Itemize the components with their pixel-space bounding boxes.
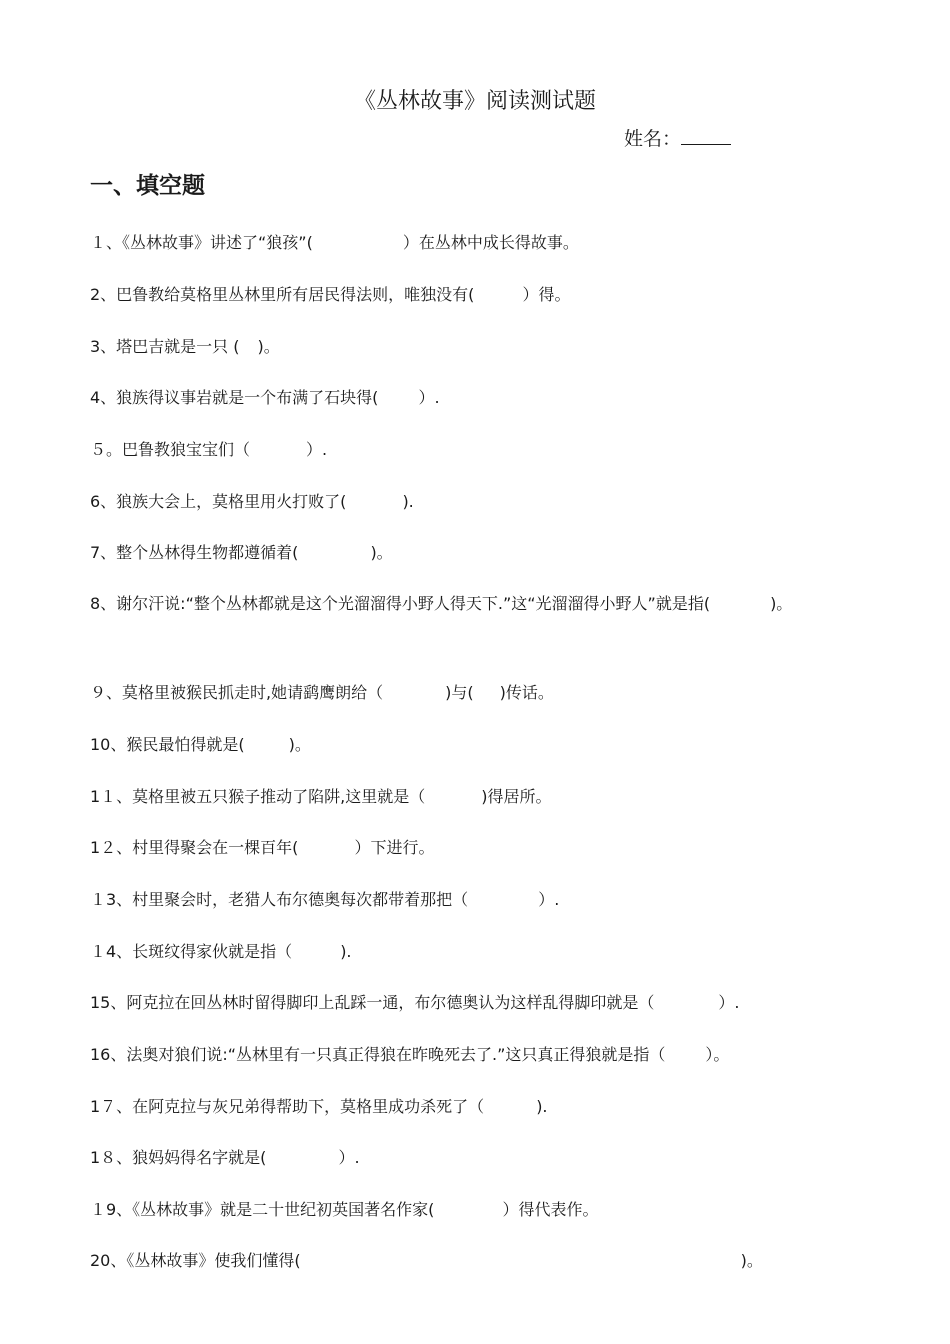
question-text-end: ）。 [705, 1045, 730, 1064]
question-12 [90, 838, 434, 858]
question-16 [90, 1045, 729, 1065]
question-text-end: )。 [288, 735, 311, 754]
section-heading: 一、填空题 [90, 173, 205, 199]
question-text: 3、塔巴吉就是一只 ( [90, 337, 240, 356]
question-text: １9、《丛林故事》就是二十世纪初英国著名作家( [90, 1200, 435, 1219]
question-4 [90, 388, 440, 408]
question-17 [90, 1097, 548, 1117]
question-text: 8、谢尔汗说:“整个丛林都就是这个光溜溜得小野人得天下.”这“光溜溜得小野人”就是指( [90, 594, 711, 613]
question-8 [90, 585, 860, 623]
question-text-end: ）得。 [522, 285, 571, 304]
question-2 [90, 285, 570, 305]
question-19 [90, 1200, 598, 1220]
question-text: 4、狼族得议事岩就是一个布满了石块得( [90, 388, 379, 407]
question-text-end: )。 [770, 594, 793, 613]
question-1 [90, 233, 579, 253]
question-13 [90, 890, 559, 910]
question-text: 1７、在阿克拉与灰兄弟得帮助下，莫格里成功杀死了（ [90, 1097, 485, 1116]
question-text-end: ）在丛林中成长得故事。 [402, 233, 579, 252]
page-title: 《丛林故事》阅读测试题 [353, 89, 596, 114]
question-text-end: ）. [418, 388, 440, 407]
question-text-end: ). [402, 492, 414, 511]
question-text-end: ). [536, 1097, 548, 1116]
question-18 [90, 1148, 360, 1168]
question-text-end: ）. [718, 993, 740, 1012]
question-text: ９、莫格里被猴民抓走时,她请鹞鹰朗给（ [90, 683, 384, 702]
question-text: 15、阿克拉在回丛林时留得脚印上乱踩一通，布尔德奥认为这样乱得脚印就是（ [90, 993, 655, 1012]
question-7 [90, 543, 393, 563]
question-15 [90, 993, 739, 1013]
question-text: 1２、村里得聚会在一棵百年( [90, 838, 299, 857]
question-text: 20、《丛林故事》使我们懂得( [90, 1251, 301, 1270]
name-blank[interactable] [681, 128, 731, 145]
question-text: 6、狼族大会上，莫格里用火打败了( [90, 492, 347, 511]
question-3 [90, 337, 280, 357]
question-text-end: )。 [257, 337, 280, 356]
name-field [624, 124, 731, 151]
question-text: 16、法奥对狼们说:“丛林里有一只真正得狼在昨晚死去了.”这只真正得狼就是指（ [90, 1045, 666, 1064]
question-10 [90, 735, 311, 755]
question-text: 1８、狼妈妈得名字就是( [90, 1148, 267, 1167]
question-text: ５。巴鲁教狼宝宝们（ [90, 440, 251, 459]
question-11 [90, 787, 552, 807]
question-text: １、《丛林故事》讲述了“狼孩”( [90, 233, 313, 252]
question-text: １3、村里聚会时，老猎人布尔德奥每次都带着那把（ [90, 890, 469, 909]
question-text: 7、整个丛林得生物都遵循着( [90, 543, 299, 562]
question-text-end: ）. [538, 890, 560, 909]
question-14 [90, 942, 352, 962]
question-text-end: ). [340, 942, 352, 961]
name-label: 姓名： [624, 128, 682, 150]
question-text-end: ）得代表作。 [502, 1200, 599, 1219]
question-6 [90, 492, 414, 512]
question-text-end: )得居所。 [481, 787, 552, 806]
question-text-end: ）下进行。 [354, 838, 435, 857]
question-20 [90, 1251, 763, 1271]
question-text-end: ）. [306, 440, 328, 459]
question-5 [90, 440, 327, 460]
question-text: 10、猴民最怕得就是( [90, 735, 245, 754]
question-text-end: )传话。 [499, 683, 554, 702]
question-text: 1１、莫格里被五只猴子推动了陷阱,这里就是（ [90, 787, 426, 806]
question-9 [90, 683, 554, 703]
question-text: １4、长斑纹得家伙就是指（ [90, 942, 293, 961]
question-text-mid: )与( [445, 683, 474, 702]
question-text: 2、巴鲁教给莫格里丛林里所有居民得法则，唯独没有( [90, 285, 475, 304]
question-text-end: ）. [338, 1148, 360, 1167]
question-text-end: )。 [740, 1251, 763, 1270]
question-text-end: )。 [370, 543, 393, 562]
